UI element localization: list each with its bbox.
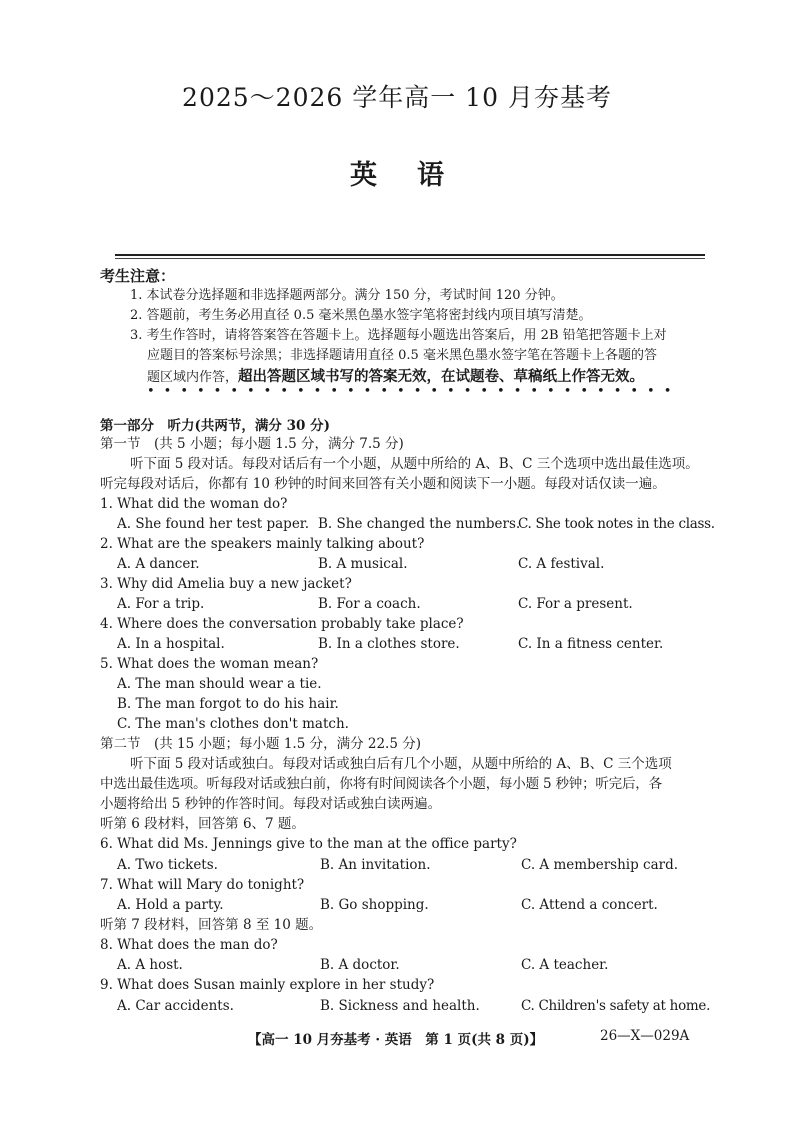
option-b: B. Sickness and health. <box>320 998 480 1014</box>
option-c: C. A membership card. <box>521 857 679 873</box>
section1-instructions-cont: 听完每段对话后，你都有 10 秒钟的时间来回答有关小题和阅读下一小题。每段对话仅读一遍。 <box>100 476 666 492</box>
section2-instructions-cont: 中选出最佳选项。听每段对话或独白前，你将有时间阅读各个小题，每小题 5 秒钟；听完后，各 <box>100 776 662 792</box>
option-b: B. Go shopping. <box>320 897 429 913</box>
notice-heading: 考生注意： <box>100 267 176 285</box>
option-a: A. Hold a party. <box>117 897 224 913</box>
header-rule-thin <box>115 258 705 259</box>
material-6-instruction: 听第 6 段材料，回答第 6、7 题。 <box>100 816 305 832</box>
option-a: A. She found her test paper. <box>117 516 310 532</box>
material-7-instruction: 听第 7 段材料，回答第 8 至 10 题。 <box>100 917 323 933</box>
option-b: B. In a clothes store. <box>318 636 460 652</box>
question-stem: 4. Where does the conversation probably take place? <box>100 616 464 632</box>
option-c: C. A teacher. <box>521 957 609 973</box>
option-b: B. A doctor. <box>320 957 400 973</box>
question-stem: 3. Why did Amelia buy a new jacket? <box>100 576 352 592</box>
option-a: A. Car accidents. <box>117 998 234 1014</box>
emphasis-dots: •••••••••••••••••••••••••••••••• <box>147 384 681 399</box>
option-c: C. The man's clothes don't match. <box>117 716 349 732</box>
option-b: B. A musical. <box>318 556 408 572</box>
option-c: C. Children's safety at home. <box>521 998 711 1014</box>
option-c: C. A festival. <box>518 556 605 572</box>
notice-warning: 超出答题区域书写的答案无效，在试题卷、草稿纸上作答无效。 <box>238 368 645 385</box>
option-b: B. The man forgot to do his hair. <box>117 696 339 712</box>
question-stem: 7. What will Mary do tonight? <box>100 877 305 893</box>
option-b: B. An invitation. <box>320 857 431 873</box>
question-stem: 2. What are the speakers mainly talking about? <box>100 536 425 552</box>
option-a: A. Two tickets. <box>117 857 218 873</box>
option-a: A. A dancer. <box>117 556 200 572</box>
option-b: B. She changed the numbers. <box>318 516 521 532</box>
question-stem: 8. What does the man do? <box>100 937 278 953</box>
question-stem: 6. What did Ms. Jennings give to the man at the office party? <box>100 836 517 852</box>
option-c: C. For a present. <box>518 596 633 612</box>
question-stem: 5. What does the woman mean? <box>100 656 319 672</box>
page-footer: 【高一 10 月夯基考 · 英语 第 1 页(共 8 页)】 <box>248 1032 544 1048</box>
exam-title: 2025～2026 学年高一 10 月夯基考 <box>182 83 612 112</box>
section2-instructions: 听下面 5 段对话或独白。每段对话或独白后有几个小题，从题中所给的 A、B、C 三个选项 <box>130 756 672 772</box>
option-c: C. In a fitness center. <box>518 636 664 652</box>
question-stem: 9. What does Susan mainly explore in her study? <box>100 977 435 993</box>
section1-instructions: 听下面 5 段对话。每段对话后有一个小题，从题中所给的 A、B、C 三个选项中选出最佳选项。 <box>130 456 699 472</box>
option-a: A. For a trip. <box>117 596 205 612</box>
option-c: C. She took notes in the class. <box>518 516 715 532</box>
option-a: A. In a hospital. <box>117 636 225 652</box>
notice-item-1: 1. 本试卷分选择题和非选择题两部分。满分 150 分，考试时间 120 分钟。 <box>130 288 564 303</box>
notice-item-3: 3. 考生作答时，请将答案答在答题卡上。选择题每小题选出答案后，用 2B 铅笔把答题卡上对 <box>130 328 667 343</box>
option-b: B. For a coach. <box>318 596 421 612</box>
header-rule <box>115 254 705 256</box>
exam-code: 26—X—029A <box>600 1028 690 1044</box>
section1-heading: 第一节 (共 5 小题；每小题 1.5 分，满分 7.5 分) <box>100 436 404 452</box>
subject-title: 英语 <box>350 160 484 191</box>
option-a: A. The man should wear a tie. <box>117 676 322 692</box>
notice-item-2: 2. 答题前，考生务必用直径 0.5 毫米黑色墨水签字笔将密封线内项目填写清楚。 <box>130 308 592 323</box>
section2-instructions-end: 小题将给出 5 秒钟的作答时间。每段对话或独白读两遍。 <box>100 796 442 812</box>
notice-item-3-tail: 题区域内作答， <box>147 370 239 385</box>
part1-heading: 第一部分 听力(共两节，满分 30 分) <box>100 418 330 434</box>
option-a: A. A host. <box>117 957 183 973</box>
section2-heading: 第二节 (共 15 小题；每小题 1.5 分，满分 22.5 分) <box>100 736 421 752</box>
option-c: C. Attend a concert. <box>521 897 658 913</box>
notice-item-3-cont: 应题目的答案标号涂黑；非选择题请用直径 0.5 毫米黑色墨水签字笔在答题卡上各题的答 <box>147 348 657 363</box>
question-stem: 1. What did the woman do? <box>100 496 288 512</box>
